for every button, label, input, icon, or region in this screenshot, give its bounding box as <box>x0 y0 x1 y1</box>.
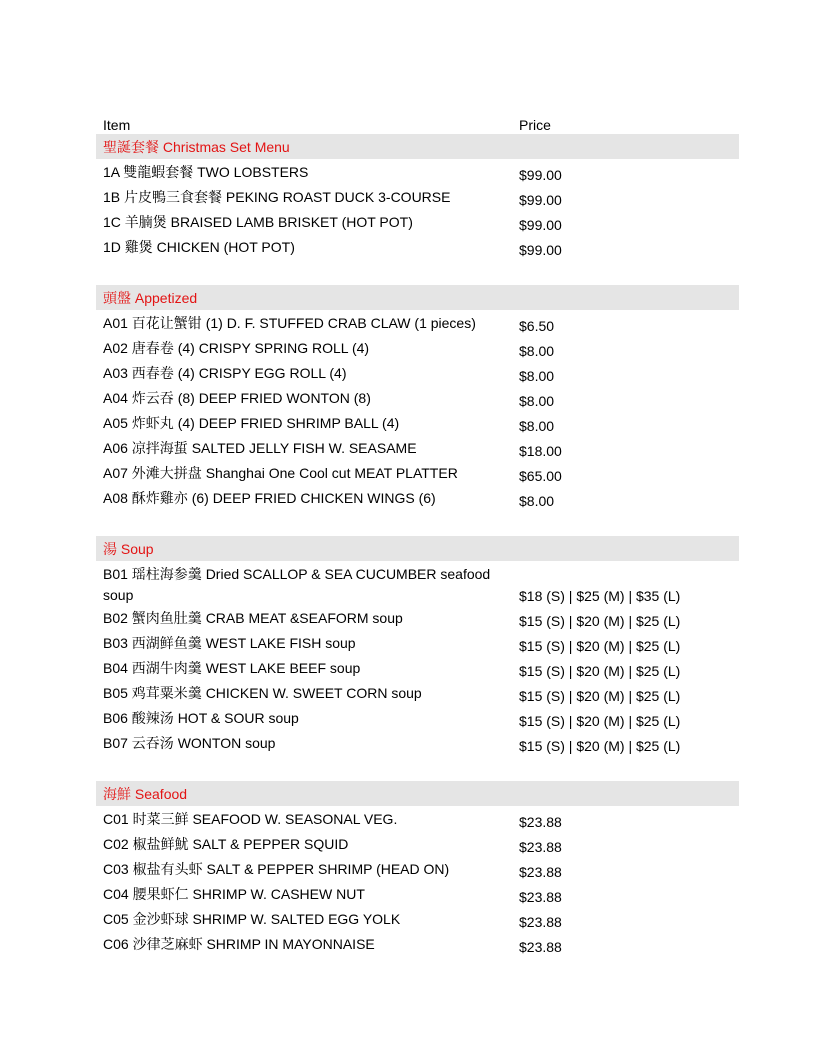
menu-item-name: B05 鸡茸粟米羹 CHICKEN W. SWEET CORN soup <box>103 685 422 701</box>
menu-item-name: B06 酸辣汤 HOT & SOUR soup <box>103 710 299 726</box>
section-items <box>96 806 739 957</box>
menu-item-name: 1B 片皮鴨三食套餐 PEKING ROAST DUCK 3-COURSE <box>103 189 451 205</box>
menu-item-name: C05 金沙虾球 SHRIMP W. SALTED EGG YOLK <box>103 911 401 927</box>
menu-item-price: $23.88 <box>519 889 562 905</box>
menu-section <box>96 285 739 511</box>
menu-item-row <box>96 311 739 336</box>
section-title: 頭盤 Appetized <box>96 285 739 310</box>
menu-item-row <box>96 907 739 932</box>
menu-item-price: $23.88 <box>519 864 562 880</box>
menu-item-row <box>96 210 739 235</box>
menu-item-price: $23.88 <box>519 939 562 955</box>
menu-item-row <box>96 731 739 756</box>
menu-item-price: $23.88 <box>519 839 562 855</box>
menu-item-row <box>96 336 739 361</box>
column-header-price: Price <box>519 117 551 133</box>
menu-item-price: $23.88 <box>519 914 562 930</box>
section-title: 海鮮 Seafood <box>96 781 739 806</box>
menu-item-row <box>96 160 739 185</box>
menu-item-row <box>96 882 739 907</box>
column-header-item: Item <box>103 117 131 133</box>
menu-item-row <box>96 562 739 606</box>
menu-item-price: $15 (S) | $20 (M) | $25 (L) <box>519 738 681 754</box>
menu-item-price: $15 (S) | $20 (M) | $25 (L) <box>519 613 681 629</box>
section-spacer <box>96 511 739 536</box>
menu-item-name: C04 腰果虾仁 SHRIMP W. CASHEW NUT <box>103 886 365 902</box>
menu-item-row <box>96 486 739 511</box>
menu-section <box>96 134 739 260</box>
menu-item-price: $8.00 <box>519 393 555 409</box>
menu-item-price: $99.00 <box>519 217 562 233</box>
menu-item-price: $18.00 <box>519 443 562 459</box>
menu-item-row <box>96 706 739 731</box>
section-spacer <box>96 260 739 285</box>
menu-item-name: A08 酥炸雞亦 (6) DEEP FRIED CHICKEN WINGS (6) <box>103 490 436 506</box>
menu-item-row <box>96 606 739 631</box>
menu-item-price: $99.00 <box>519 167 562 183</box>
menu-sections <box>96 134 739 957</box>
menu-item-price: $8.00 <box>519 368 555 384</box>
menu-item-name: B07 云吞汤 WONTON soup <box>103 735 276 751</box>
menu-table <box>96 116 739 957</box>
menu-item-name: B01 瑶柱海参羹 Dried SCALLOP & SEA CUCUMBER seafood soup <box>103 566 491 603</box>
menu-item-name: 1A 雙龍蝦套餐 TWO LOBSTERS <box>103 164 309 180</box>
section-items <box>96 310 739 511</box>
menu-item-name: A03 西春卷 (4) CRISPY EGG ROLL (4) <box>103 365 347 381</box>
menu-item-name: A01 百花让蟹钳 (1) D. F. STUFFED CRAB CLAW (1 pieces) <box>103 315 476 331</box>
menu-item-price: $23.88 <box>519 814 562 830</box>
menu-item-row <box>96 185 739 210</box>
menu-item-name: 1C 羊腩煲 BRAISED LAMB BRISKET (HOT POT) <box>103 214 413 230</box>
section-title: 湯 Soup <box>96 536 739 561</box>
menu-item-name: B04 西湖牛肉羹 WEST LAKE BEEF soup <box>103 660 361 676</box>
menu-item-row <box>96 235 739 260</box>
table-header <box>96 116 739 134</box>
section-items <box>96 159 739 260</box>
menu-item-price: $15 (S) | $20 (M) | $25 (L) <box>519 688 681 704</box>
section-spacer <box>96 756 739 781</box>
menu-item-name: 1D 雞煲 CHICKEN (HOT POT) <box>103 239 295 255</box>
menu-item-row <box>96 656 739 681</box>
menu-item-row <box>96 411 739 436</box>
menu-item-price: $99.00 <box>519 192 562 208</box>
section-items <box>96 561 739 756</box>
menu-item-name: A07 外滩大拼盘 Shanghai One Cool cut MEAT PLATTER <box>103 465 458 481</box>
menu-item-name: C06 沙律芝麻虾 SHRIMP IN MAYONNAISE <box>103 936 375 952</box>
menu-item-row <box>96 631 739 656</box>
section-title: 聖誕套餐 Christmas Set Menu <box>96 134 739 159</box>
menu-item-row <box>96 436 739 461</box>
menu-item-price: $15 (S) | $20 (M) | $25 (L) <box>519 713 681 729</box>
menu-item-row <box>96 461 739 486</box>
menu-item-name: B03 西湖鲜鱼羹 WEST LAKE FISH soup <box>103 635 356 651</box>
menu-item-row <box>96 681 739 706</box>
menu-item-name: C02 椒盐鲜魷 SALT & PEPPER SQUID <box>103 836 349 852</box>
menu-item-name: A02 唐春卷 (4) CRISPY SPRING ROLL (4) <box>103 340 370 356</box>
menu-item-price: $8.00 <box>519 418 555 434</box>
menu-item-price: $15 (S) | $20 (M) | $25 (L) <box>519 663 681 679</box>
menu-item-price: $8.00 <box>519 343 555 359</box>
menu-item-price: $18 (S) | $25 (M) | $35 (L) <box>519 588 681 604</box>
menu-item-row <box>96 807 739 832</box>
menu-section <box>96 536 739 756</box>
menu-item-name: A04 炸云吞 (8) DEEP FRIED WONTON (8) <box>103 390 371 406</box>
menu-item-name: C03 椒盐有头虾 SALT & PEPPER SHRIMP (HEAD ON) <box>103 861 450 877</box>
menu-item-name: B02 蟹肉鱼肚羹 CRAB MEAT &SEAFORM soup <box>103 610 403 626</box>
menu-item-row <box>96 832 739 857</box>
menu-section <box>96 781 739 957</box>
menu-item-price: $99.00 <box>519 242 562 258</box>
menu-item-row <box>96 932 739 957</box>
menu-item-row <box>96 361 739 386</box>
menu-item-price: $6.50 <box>519 318 555 334</box>
menu-item-name: A05 炸虾丸 (4) DEEP FRIED SHRIMP BALL (4) <box>103 415 400 431</box>
menu-item-name: C01 时菜三鲜 SEAFOOD W. SEASONAL VEG. <box>103 811 398 827</box>
menu-item-name: A06 凉拌海蜇 SALTED JELLY FISH W. SEASAME <box>103 440 417 456</box>
menu-item-price: $15 (S) | $20 (M) | $25 (L) <box>519 638 681 654</box>
menu-item-row <box>96 857 739 882</box>
menu-item-price: $65.00 <box>519 468 562 484</box>
menu-item-price: $8.00 <box>519 493 555 509</box>
menu-item-row <box>96 386 739 411</box>
